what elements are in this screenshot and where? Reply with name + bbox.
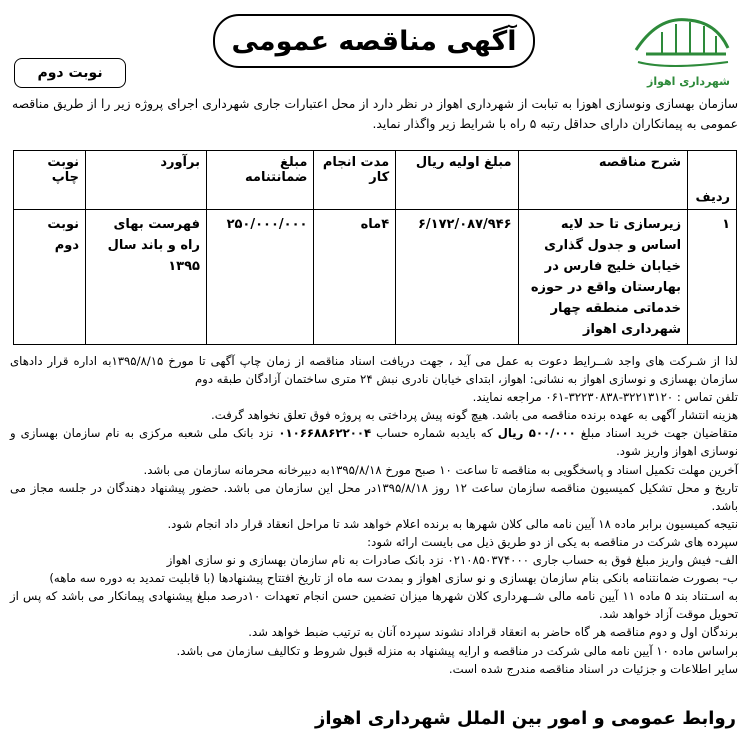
municipality-logo xyxy=(628,10,738,90)
footer-signature: روابط عمومی و امور بین الملل شهرداری اهواز xyxy=(314,708,736,729)
bridge-logo-icon xyxy=(628,10,738,74)
round-badge: نوبت دوم xyxy=(14,58,126,88)
condition-paragraph: تاریخ و محل تشکیل کمیسیون مناقصه سازمان ساعت ۱۲ روز ۱۳۹۵/۸/۱۸در محل این سازمان می باشد. حضور پیشنهاد دهندگان در جلسه مجاز می باشد. xyxy=(10,480,738,513)
condition-paragraph: ب- بصورت ضمانتنامه بانکی بنام سازمان بهسازی و نو سازی اهواز و بمدت سه ماه از تاریخ افتتاح پیشنهادها (با قابلیت تمدید به دوره سه ماهه) xyxy=(49,571,738,586)
header-duration: مدت انجام کار xyxy=(314,151,396,210)
cell-amount: ۶/۱۷۲/۰۸۷/۹۴۶ xyxy=(396,210,518,345)
condition-paragraph: تلفن تماس : ۳۲۲۱۳۱۲۰-۳۲۲۳۰۸۳۸-۰۶۱ مراجعه نمایند. xyxy=(472,390,738,405)
condition-paragraph: نتیجه کمیسیون برابر ماده ۱۸ آیین نامه مالی کلان شهرها به برنده اعلام خواهد شد تا مراحل انعقاد قرار داد انجام شود. xyxy=(167,516,738,531)
condition-paragraph: براساس ماده ۱۰ آیین نامه مالی شرکت در مناقصه و ارایه پیشنهاد به منزله قبول شروط و تکالیف سازمان می باشد. xyxy=(176,643,738,658)
condition-paragraph: سایر اطلاعات و جزئیات در اسناد مناقصه مندرج شده است. xyxy=(448,661,738,676)
logo-caption: شهرداری اهواز xyxy=(647,75,730,88)
intro-paragraph: سازمان بهسازی ونوسازی اهوزا به تبابت از شهرداری اهواز در نظر دارد از محل اعتبارات جاری شهرداری اجرای پروژه زیر را از طریق مناقصه عمومی به پیمانکاران دارای حداقل رتبه ۵ راه با شرایط زیر واگذار نماید. xyxy=(12,97,738,131)
header-amount: مبلغ اولیه ریال xyxy=(396,151,518,210)
cell-estimate: فهرست بهای راه و باند سال ۱۳۹۵ xyxy=(86,210,207,345)
document-fee: ۵۰۰/۰۰۰ ریال xyxy=(497,426,576,441)
header-description: شرح مناقصه xyxy=(518,151,687,210)
table-header-row xyxy=(14,151,737,210)
cell-duration: ۴ماه xyxy=(314,210,396,345)
title-box xyxy=(213,14,535,68)
condition-paragraph: هزینه انتشار آگهی به عهده برنده مناقصه می باشد. هیچ گونه پیش پرداختی به پروژه فوق تعلق نخواهد گرفت. xyxy=(211,408,738,423)
header-row-number: ردیف xyxy=(688,151,737,210)
condition-paragraph: متقاضیان جهت خرید اسناد مبلغ ۵۰۰/۰۰۰ ریال که بایدبه شماره حساب ۰۱۰۶۶۸۸۶۲۲۰۰۴ نزد بانک ملی شعبه مرکزی به نام سازمان بهسازی و نوسازی اهواز واریز شود. xyxy=(10,426,738,459)
header-guarantee: مبلغ ضمانتنامه xyxy=(206,151,314,210)
condition-paragraph: لذا از شـرکت های واجد شــرایط دعوت به عمل می آید ، جهت دریافت اسناد مناقصه از زمان چاپ آگهی تا مورخ ۱۳۹۵/۸/۱۵به اداره قرار دادهای سازمان بهسازی و نوسازی اهواز به نشانی: اهواز، ابتدای خیابان نادری نبش ۲۴ متری ساختمان آزادگان طبقه دوم xyxy=(10,354,738,387)
condition-paragraph: الف- فیش واریز مبلغ فوق به حساب جاری ۰۲۱۰۸۵۰۳۷۴۰۰۰ نزد بانک صادرات به نام سازمان بهسازی و نو سازی اهواز xyxy=(166,553,738,568)
page-title: آگهی مناقصه عمومی xyxy=(231,25,517,57)
cell-description: زیرسازی تا حد لایه اساس و جدول گذاری خیابان خلیج فارس در بهارستان واقع در حوزه خدماتی منطقه چهار شهرداری اهواز xyxy=(518,210,687,345)
tender-table xyxy=(13,150,737,345)
condition-paragraph: آخرین مهلت تکمیل اسناد و پاسخگویی به مناقصه تا ساعت ۱۰ صبح مورخ ۱۳۹۵/۸/۱۸به دبیرخانه محرمانه سازمان می باشد. xyxy=(143,462,738,477)
conditions-text xyxy=(10,352,738,678)
condition-paragraph: سپرده های شرکت در مناقصه به یکی از دو طریق ذیل می بایست ارائه شود: xyxy=(367,534,738,549)
condition-paragraph: برندگان اول و دوم مناقصه هر گاه حاضر به انعقاد قراداد نشوند سپرده آنان به ترتیب ضبط خواهد شد. xyxy=(248,625,738,640)
account-number: ۰۱۰۶۶۸۸۶۲۲۰۰۴ xyxy=(278,426,372,441)
cell-print-round: نوبت دوم xyxy=(14,210,86,345)
condition-paragraph: به اسـتناد بند ۵ ماده ۱۱ آیین نامه مالی شــهرداری کلان شهرها میزان تضمین حسن انجام تعهدات ۱۰درصد مبلغ پیشنهادی پیمانکار می باشد که پس از تحویل موقت آزاد خواهد شد. xyxy=(10,589,738,622)
cell-row-number: ۱ xyxy=(688,210,737,345)
cell-guarantee: ۲۵۰/۰۰۰/۰۰۰ xyxy=(206,210,314,345)
table-row xyxy=(14,210,737,345)
header-estimate: برآورد xyxy=(86,151,207,210)
header-print-round: نوبت چاپ xyxy=(14,151,86,210)
